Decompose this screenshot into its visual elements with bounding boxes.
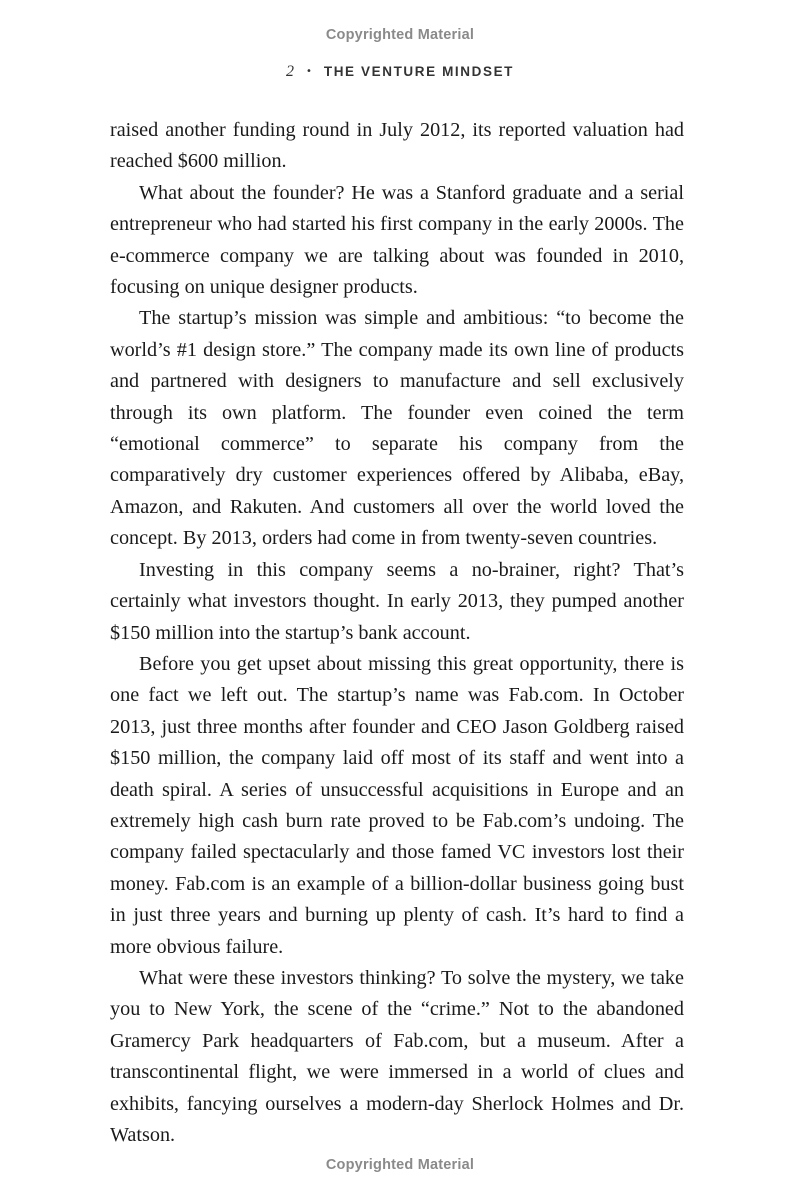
paragraph-1: raised another funding round in July 2012, its reported valuation had reached $600 million.	[110, 119, 684, 173]
page-number: 2	[285, 63, 294, 80]
paragraph-3: The startup’s mission was simple and ambitious: “to become the world’s #1 design store.” The company made its own line of products and partnered with designers to manufacture and sell exclusively through its own platform. The founder even coined the term “emotional commerce” to separate his company from the comparatively dry customer experiences offered by Alibaba, eBay, Amazon, and Rakuten. And customers all over the world loved the concept. By 2013, orders had come in from twenty-seven countries.	[110, 307, 684, 550]
paragraph-2: What about the founder? He was a Stanford graduate and a serial entrepreneur who had started his first company in the early 2000s. The e-commerce company we are talking about was founded in 2010, focusing on unique designer products.	[110, 181, 684, 299]
copyright-watermark-top: Copyrighted Material	[325, 27, 475, 43]
separator-bullet: •	[305, 66, 312, 77]
paragraph-6: What were these investors thinking? To solve the mystery, we take you to New York, the scene of the “crime.” Not to the abandoned Gramercy Park headquarters of Fab.com, but a museum. After a transcontinental flight, we were immersed in a world of clues and exhibits, fancying ourselves a modern-day Sherlock Holmes and Dr. Watson.	[110, 966, 684, 1146]
book-title: THE VENTURE MINDSET	[323, 64, 515, 79]
body-text	[110, 115, 684, 1151]
paragraph-4: Investing in this company seems a no-brainer, right? That’s certainly what investors thought. In early 2013, they pumped another $150 million into the startup’s bank account.	[110, 558, 684, 644]
paragraph-5: Before you get upset about missing this great opportunity, there is one fact we left out. The startup’s name was Fab.com. In October 2013, just three months after founder and CEO Jason Goldberg raised $150 million, the company laid off most of its staff and went into a death spiral. A series of unsuccessful acquisitions in Europe and an extremely high cash burn rate proved to be Fab.com’s undoing. The company failed spectacularly and those famed VC investors lost their money. Fab.com is an example of a billion-dollar business going bust in just three years and burning up plenty of cash. It’s hard to find a more obvious failure.	[110, 652, 684, 958]
running-head	[0, 63, 800, 81]
copyright-watermark-bottom: Copyrighted Material	[325, 1157, 475, 1173]
